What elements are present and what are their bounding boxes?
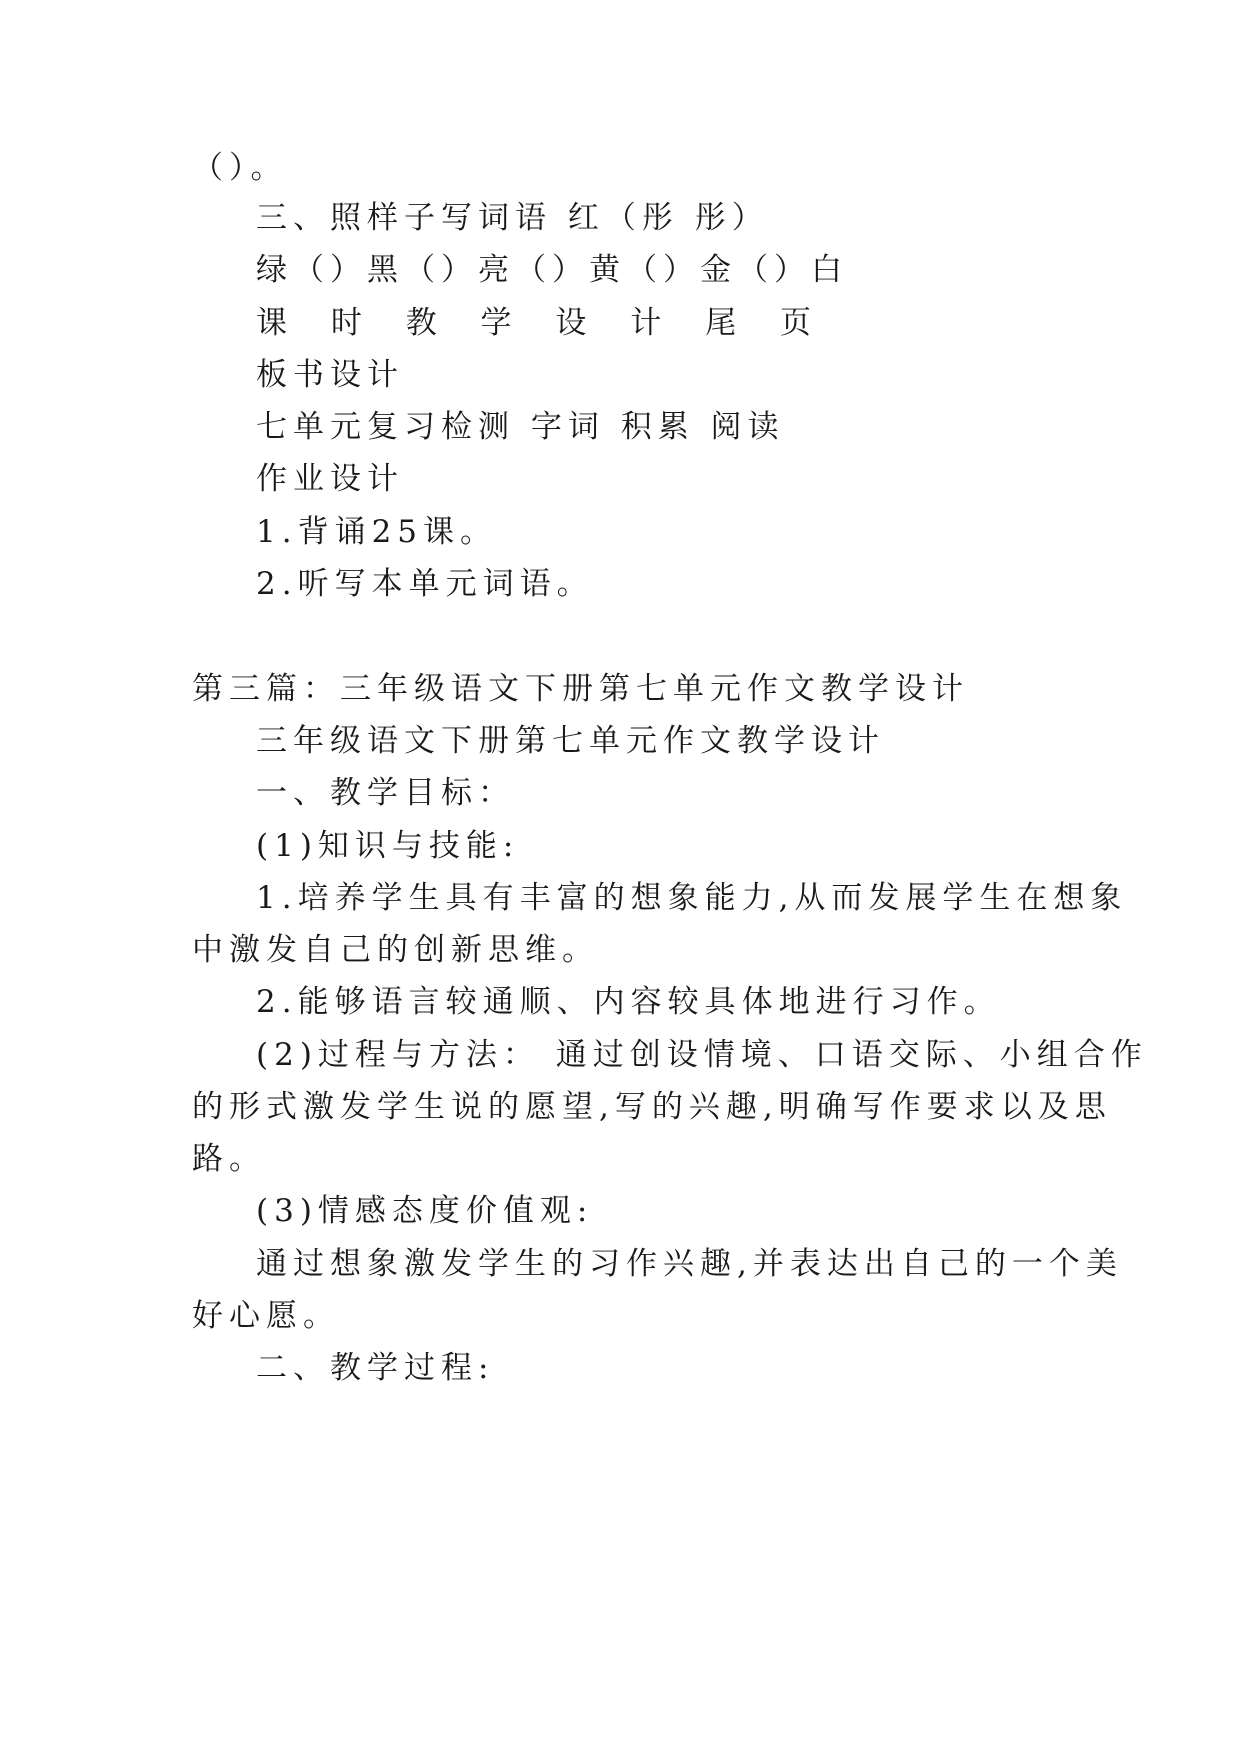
text-line: 七单元复习检测 字词 积累 阅读 xyxy=(256,409,785,445)
text-line: 1.背诵25课。 xyxy=(256,514,498,550)
text-line: （）。 xyxy=(192,150,288,186)
text-line: (2)过程与方法： 通过创设情境、口语交际、小组合作 xyxy=(256,1037,1148,1073)
text-line: (1)知识与技能: xyxy=(256,828,520,864)
text-line: 好心愿。 xyxy=(192,1298,340,1334)
text-line: 通过想象激发学生的习作兴趣,并表达出自己的一个美 xyxy=(256,1246,1123,1282)
section-title: 第三篇：三年级语文下册第七单元作文教学设计 xyxy=(192,671,969,707)
text-line: 2.能够语言较通顺、内容较具体地进行习作。 xyxy=(256,984,1001,1020)
text-line: 中激发自己的创新思维。 xyxy=(192,932,599,968)
text-line: 课 时 教 学 设 计 尾 页 xyxy=(256,305,828,341)
text-line: 作业设计 xyxy=(256,461,404,497)
text-line: 1.培养学生具有丰富的想象能力,从而发展学生在想象 xyxy=(256,880,1128,916)
text-line: 三、照样子写词语 红（彤 彤） xyxy=(256,200,769,236)
text-line: 绿（）黑（）亮（）黄（）金（）白 xyxy=(256,252,848,288)
text-line: 三年级语文下册第七单元作文教学设计 xyxy=(256,723,885,759)
text-line: 板书设计 xyxy=(256,357,404,393)
text-line: 路。 xyxy=(192,1141,266,1177)
text-line: 2.听写本单元词语。 xyxy=(256,566,594,602)
text-line: (3)情感态度价值观: xyxy=(256,1193,594,1229)
text-line: 二、教学过程: xyxy=(256,1350,495,1386)
text-line: 的形式激发学生说的愿望,写的兴趣,明确写作要求以及思 xyxy=(192,1089,1112,1125)
text-line: 一、教学目标： xyxy=(256,775,515,811)
